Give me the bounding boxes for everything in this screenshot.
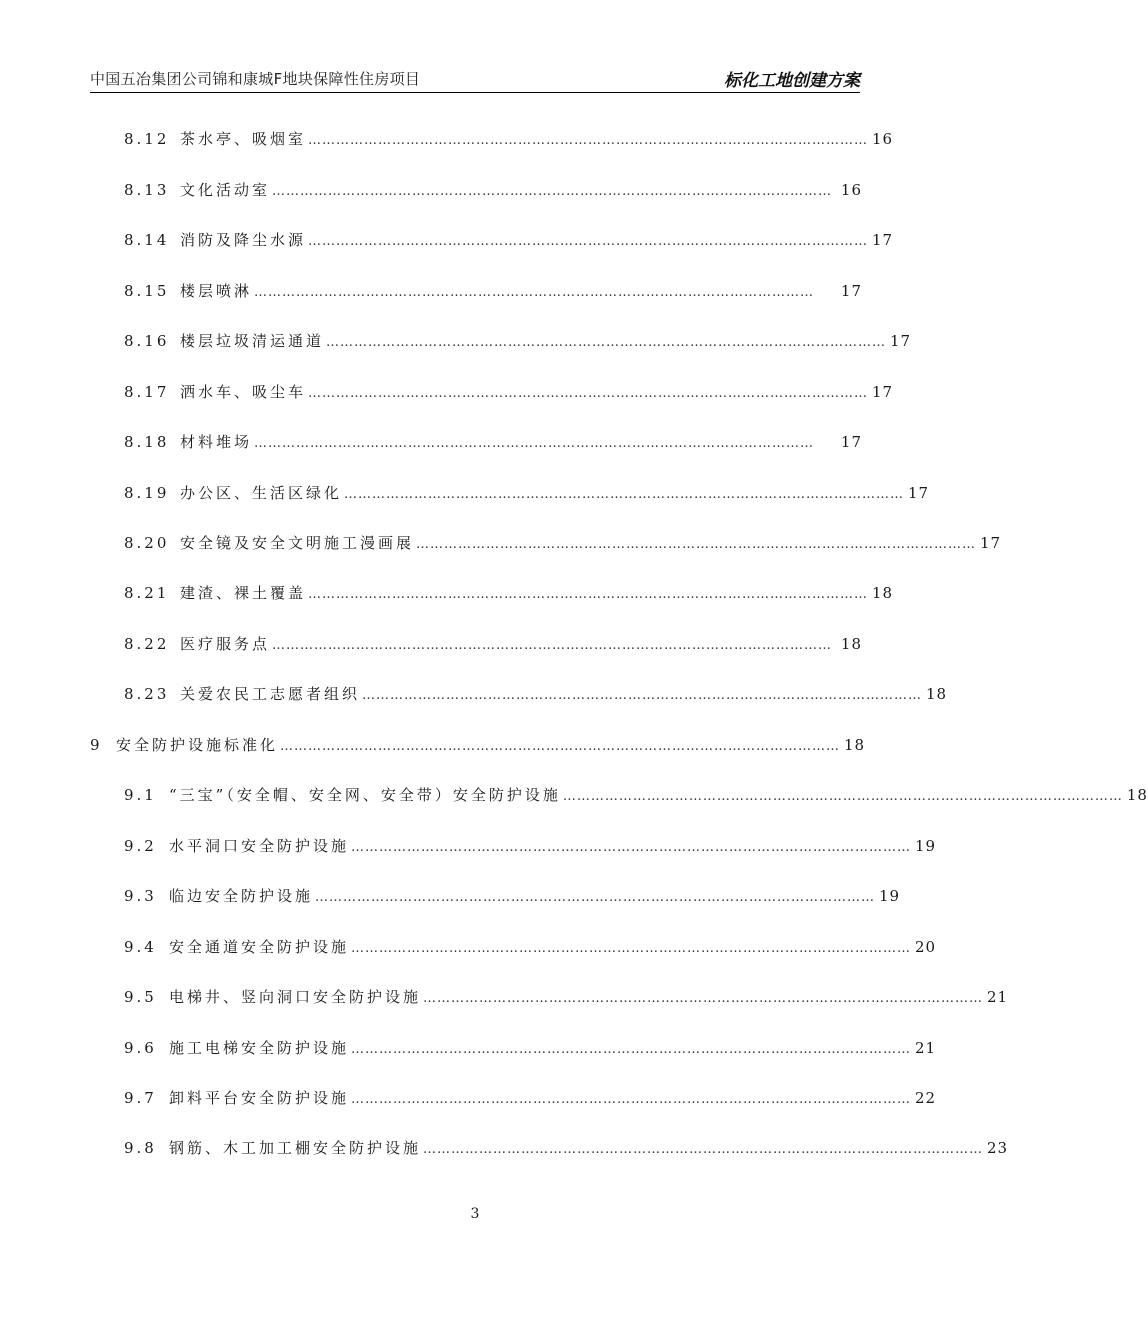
toc-entry-page: 23	[987, 1139, 1009, 1157]
toc-entry[interactable]	[124, 330, 912, 352]
toc-entry-title: 医疗服务点	[180, 635, 271, 653]
toc-entry-page: 16	[840, 181, 862, 199]
toc-entry-number: 9	[90, 736, 103, 754]
toc-entry-number: 8.15	[124, 282, 170, 300]
toc-leader-dots: …………………………………………………………………………………………………………	[308, 133, 869, 148]
toc-entry-page: 16	[872, 130, 894, 148]
toc-section-entry[interactable]	[90, 734, 866, 756]
toc-leader-dots: …………………………………………………………………………………………………………	[272, 638, 833, 653]
toc-entry[interactable]	[124, 482, 930, 504]
toc-entry-number: 9.2	[124, 837, 157, 855]
toc-leader-dots: …………………………………………………………………………………………………………	[351, 941, 912, 956]
toc-entry[interactable]	[124, 683, 948, 705]
toc-entry-title: 材料堆场	[180, 433, 253, 451]
toc-entry-title: 卸料平台安全防护设施	[169, 1089, 350, 1107]
toc-entry-title: 安全防护设施标准化	[116, 736, 279, 754]
toc-entry-title: 文化活动室	[180, 181, 271, 199]
toc-entry[interactable]	[124, 936, 937, 958]
toc-leader-dots: …………………………………………………………………………………………………………	[351, 840, 912, 855]
toc-leader-dots: …………………………………………………………………………………………………………	[423, 1142, 984, 1157]
toc-entry[interactable]	[124, 582, 894, 604]
toc-entry[interactable]	[124, 1087, 937, 1109]
toc-entry-number: 9.8	[124, 1139, 157, 1157]
toc-entry-title: 关爱农民工志愿者组织	[180, 685, 361, 703]
toc-leader-dots: …………………………………………………………………………………………………………	[562, 789, 1123, 804]
toc-entry-title: 施工电梯安全防护设施	[169, 1039, 350, 1057]
toc-entry-title: 办公区、生活区绿化	[180, 484, 343, 502]
toc-entry-page: 17	[840, 282, 862, 300]
toc-entry-number: 8.23	[124, 685, 170, 703]
toc-entry-page: 17	[908, 484, 930, 502]
toc-entry-page: 18	[1126, 786, 1148, 804]
toc-entry-page: 17	[840, 433, 862, 451]
toc-entry[interactable]	[124, 633, 862, 655]
toc-entry[interactable]	[124, 128, 894, 150]
toc-entry-number: 8.12	[124, 130, 170, 148]
toc-entry-title: 建渣、裸土覆盖	[180, 584, 307, 602]
toc-entry-number: 9.1	[124, 786, 157, 804]
toc-entry-page: 20	[915, 938, 937, 956]
toc-entry-number: 8.22	[124, 635, 170, 653]
toc-leader-dots: …………………………………………………………………………………………………………	[326, 335, 887, 350]
toc-entry-title: 水平洞口安全防护设施	[169, 837, 350, 855]
toc-entry-number: 8.13	[124, 181, 170, 199]
toc-entry-page: 17	[980, 534, 1002, 552]
toc-entry[interactable]	[124, 229, 894, 251]
toc-entry-page: 19	[915, 837, 937, 855]
toc-leader-dots: …………………………………………………………………………………………………………	[351, 1042, 912, 1057]
toc-entry-title: “三宝”（安全帽、安全网、安全带）安全防护设施	[169, 786, 561, 804]
toc-entry-page: 22	[915, 1089, 937, 1107]
toc-leader-dots: …………………………………………………………………………………………………………	[272, 184, 833, 199]
toc-entry-title: 楼层垃圾清运通道	[180, 332, 325, 350]
toc-entry-page: 18	[926, 685, 948, 703]
toc-entry-page: 19	[879, 887, 901, 905]
toc-entry[interactable]	[124, 381, 894, 403]
toc-entry[interactable]	[124, 784, 1148, 806]
toc-entry-title: 临边安全防护设施	[169, 887, 314, 905]
toc-entry-title: 茶水亭、吸烟室	[180, 130, 307, 148]
toc-leader-dots: …………………………………………………………………………………………………………	[308, 587, 869, 602]
toc-entry-number: 9.3	[124, 887, 157, 905]
toc-leader-dots: …………………………………………………………………………………………………………	[315, 890, 876, 905]
toc-entry[interactable]	[124, 431, 862, 453]
toc-leader-dots: …………………………………………………………………………………………………………	[344, 487, 905, 502]
toc-entry-page: 17	[872, 231, 894, 249]
toc-entry[interactable]	[124, 835, 937, 857]
toc-entry-number: 8.16	[124, 332, 170, 350]
toc-entry[interactable]	[124, 1037, 937, 1059]
toc-entry-title: 洒水车、吸尘车	[180, 383, 307, 401]
toc-entry-title: 消防及降尘水源	[180, 231, 307, 249]
header-project-name: 中国五冶集团公司锦和康城F地块保障性住房项目	[90, 70, 421, 88]
toc-entry-page: 21	[987, 988, 1009, 1006]
toc-entry-number: 8.14	[124, 231, 170, 249]
toc-entry-page: 21	[915, 1039, 937, 1057]
toc-entry-number: 9.5	[124, 988, 157, 1006]
toc-entry-number: 8.17	[124, 383, 170, 401]
toc-leader-dots: …………………………………………………………………………………………………………	[351, 1092, 912, 1107]
toc-entry-page: 18	[840, 635, 862, 653]
toc-entry-page: 18	[844, 736, 866, 754]
toc-entry-page: 17	[890, 332, 912, 350]
toc-entry[interactable]	[124, 1137, 1009, 1159]
toc-entry-number: 9.7	[124, 1089, 157, 1107]
toc-entry-title: 安全镜及安全文明施工漫画展	[180, 534, 415, 552]
toc-entry-number: 9.4	[124, 938, 157, 956]
toc-entry-number: 8.19	[124, 484, 170, 502]
toc-entry-title: 安全通道安全防护设施	[169, 938, 350, 956]
toc-entry[interactable]	[124, 280, 862, 302]
toc-entry-title: 钢筋、木工加工棚安全防护设施	[169, 1139, 422, 1157]
toc-entry-title: 楼层喷淋	[180, 282, 253, 300]
toc-leader-dots: …………………………………………………………………………………………………………	[254, 436, 815, 451]
toc-entry[interactable]	[124, 179, 862, 201]
toc-entry[interactable]	[124, 986, 1009, 1008]
toc-entry-number: 8.18	[124, 433, 170, 451]
toc-leader-dots: …………………………………………………………………………………………………………	[254, 285, 815, 300]
toc-leader-dots: …………………………………………………………………………………………………………	[280, 739, 841, 754]
header-document-title: 标化工地创建方案	[724, 71, 860, 91]
toc-entry[interactable]	[124, 885, 901, 907]
toc-entry-number: 9.6	[124, 1039, 157, 1057]
toc-entry-title: 电梯井、竖向洞口安全防护设施	[169, 988, 422, 1006]
toc-entry-page: 18	[872, 584, 894, 602]
toc-entry-number: 8.21	[124, 584, 170, 602]
toc-leader-dots: …………………………………………………………………………………………………………	[416, 537, 977, 552]
toc-leader-dots: …………………………………………………………………………………………………………	[308, 234, 869, 249]
toc-leader-dots: …………………………………………………………………………………………………………	[362, 688, 923, 703]
page-number: 3	[470, 1206, 480, 1222]
toc-entry-number: 8.20	[124, 534, 170, 552]
toc-leader-dots: …………………………………………………………………………………………………………	[308, 386, 869, 401]
toc-entry[interactable]	[124, 532, 1002, 554]
toc-leader-dots: …………………………………………………………………………………………………………	[423, 991, 984, 1006]
toc-entry-page: 17	[872, 383, 894, 401]
